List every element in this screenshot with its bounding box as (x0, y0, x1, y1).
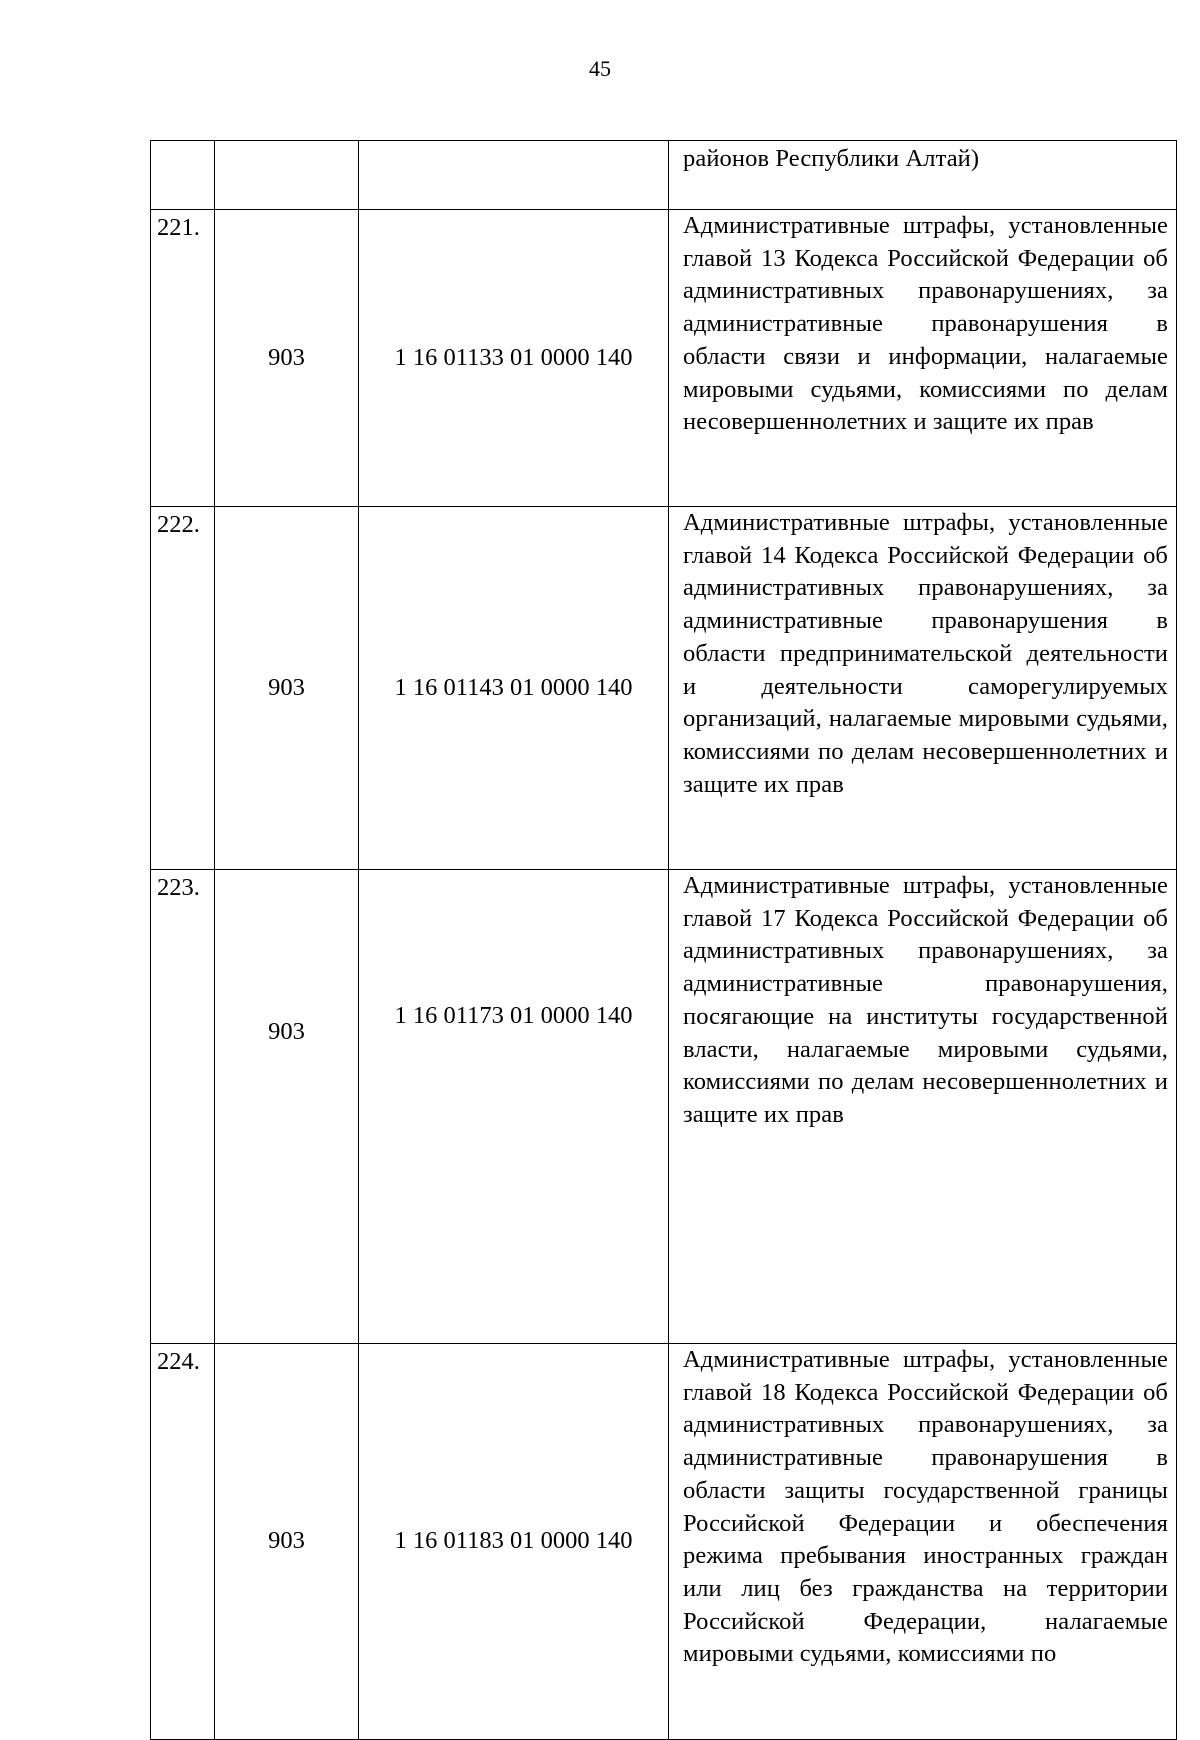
administrator-code: 903 (215, 210, 359, 507)
income-description: Административные штрафы, установленные главой 18 Кодекса Российской Федерации об административных правонарушениях, за административные правонарушения в области защиты государственной границы Российской Федерации и обеспечения режима пребывания иностранных граждан или лиц без гражданства на территории Российской Федерации, налагаемые мировыми судьями, комиссиями по (669, 1344, 1177, 1740)
row-number (151, 141, 215, 210)
budget-classification-code: 1 16 01143 01 0000 140 (359, 507, 669, 870)
income-description: Административные штрафы, установленные главой 14 Кодекса Российской Федерации об административных правонарушениях, за административные правонарушения в области предпринимательской деятельности и деятельности саморегулируемых организаций, налагаемые мировыми судьями, комиссиями по делам несовершеннолетних и защите их прав (669, 507, 1177, 870)
income-description: Административные штрафы, установленные главой 17 Кодекса Российской Федерации об административных правонарушениях, за административные правонарушения, посягающие на институты государственной власти, налагаемые мировыми судьями, комиссиями по делам несовершеннолетних и защите их прав (669, 870, 1177, 1344)
row-number: 223. (151, 870, 215, 1344)
budget-classification-code: 1 16 01173 01 0000 140 (359, 870, 669, 1344)
row-number: 224. (151, 1344, 215, 1740)
row-number: 221. (151, 210, 215, 507)
income-codes-table (150, 140, 1177, 1740)
table-row (151, 210, 1177, 507)
administrator-code: 903 (215, 1344, 359, 1740)
table-row (151, 870, 1177, 1344)
budget-classification-code (359, 141, 669, 210)
administrator-code: 903 (215, 507, 359, 870)
row-number: 222. (151, 507, 215, 870)
budget-classification-code: 1 16 01133 01 0000 140 (359, 210, 669, 507)
administrator-code: 903 (215, 870, 359, 1344)
table-row (151, 141, 1177, 210)
budget-classification-code: 1 16 01183 01 0000 140 (359, 1344, 669, 1740)
administrator-code (215, 141, 359, 210)
table-row (151, 507, 1177, 870)
table-row (151, 1344, 1177, 1740)
income-description: районов Республики Алтай) (669, 141, 1177, 210)
page-number: 45 (589, 56, 611, 81)
income-description: Административные штрафы, установленные главой 13 Кодекса Российской Федерации об административных правонарушениях, за административные правонарушения в области связи и информации, налагаемые мировыми судьями, комиссиями по делам несовершеннолетних и защите их прав (669, 210, 1177, 507)
